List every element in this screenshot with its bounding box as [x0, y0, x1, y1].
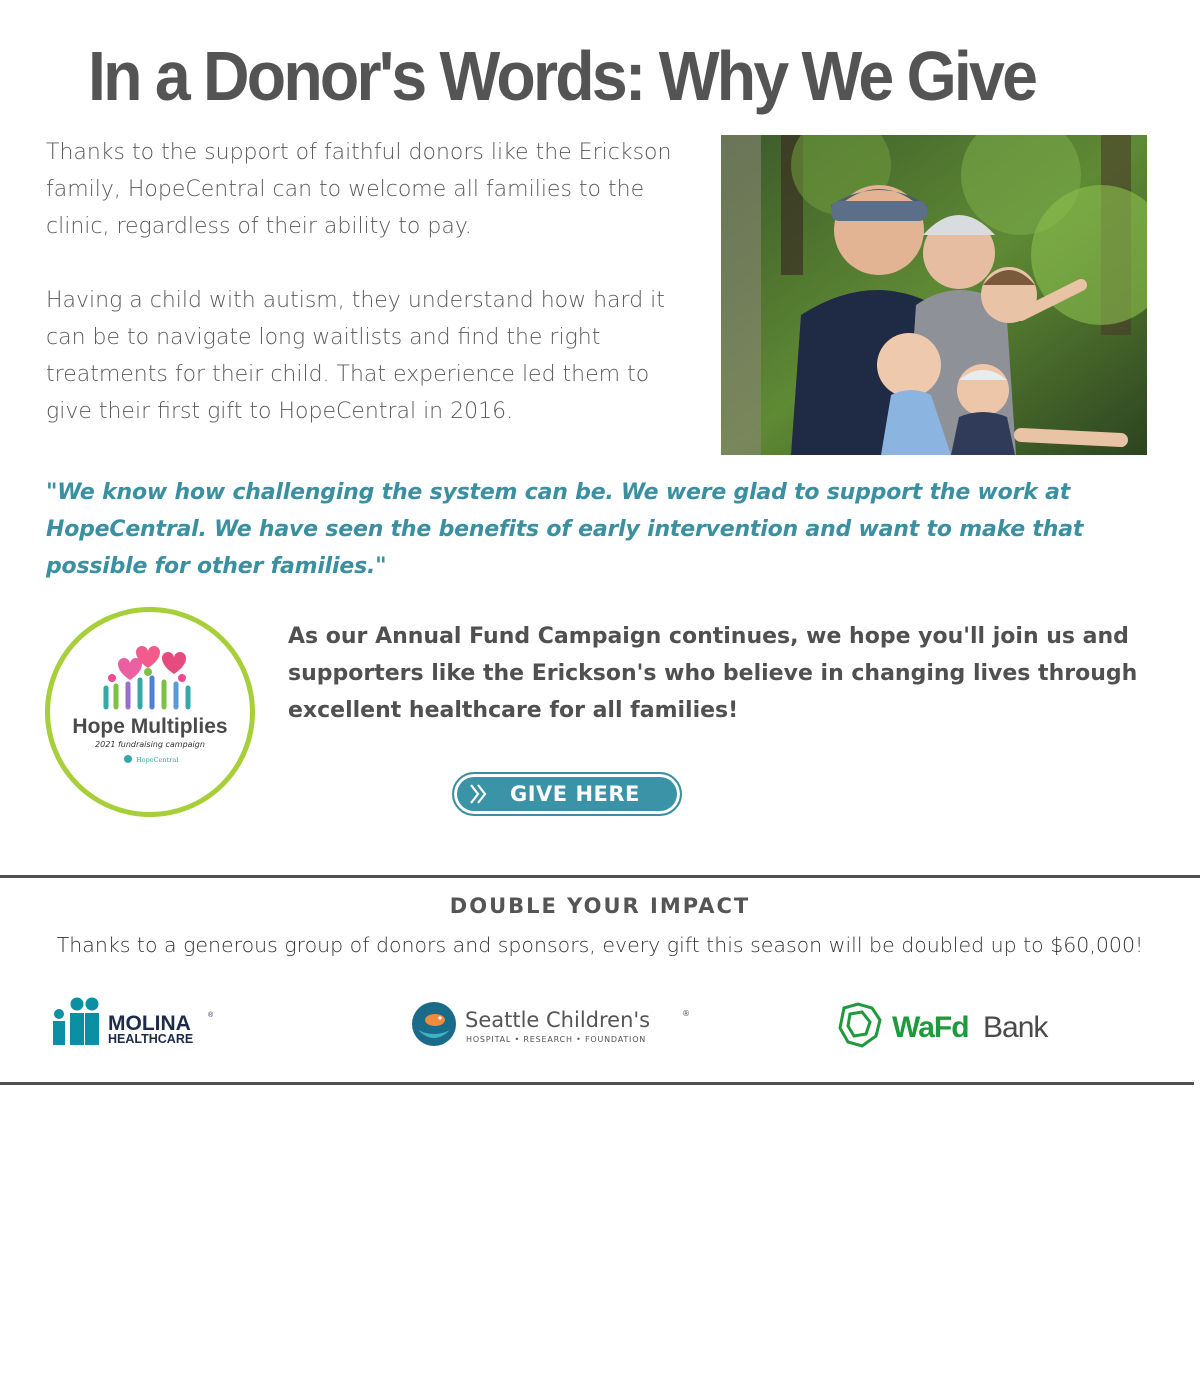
- hopecentral-mark-icon: [124, 755, 132, 763]
- molina-healthcare: HEALTHCARE: [108, 1032, 194, 1046]
- wafd-bank-word: Bank: [983, 1011, 1048, 1044]
- family-photo: [721, 135, 1147, 455]
- seattle-childrens-name: Seattle Children's: [465, 1008, 651, 1032]
- page-title: In a Donor's Words: Why We Give: [88, 37, 1036, 115]
- family-photo-illustration: [721, 135, 1147, 455]
- molina-people-icon: [50, 996, 220, 1048]
- campaign-text: As our Annual Fund Campaign continues, we hope you'll join us and supporters like the Erickson's who believe in changing lives through excellent healthcare for all families!: [288, 624, 1138, 723]
- divider-bottom: [0, 1082, 1194, 1085]
- donor-quote: "We know how challenging the system can be. We were glad to support the work at HopeCentral. We have seen the benefits of early intervention and want to make that possible for other families.": [46, 480, 1084, 579]
- impact-text: Thanks to a generous group of donors and sponsors, every gift this season will be doubled up to $60,000!: [56, 933, 1144, 957]
- give-here-button[interactable]: [452, 772, 682, 816]
- wafd-name: WaFd: [892, 1011, 969, 1044]
- intro-paragraph-1: Thanks to the support of faithful donors like the Erickson family, HopeCentral can to welcome all families to the clinic, regardless of their ability to pay.: [46, 140, 672, 239]
- divider-top: [0, 875, 1200, 878]
- give-here-label: GIVE HERE: [510, 782, 640, 806]
- hope-multiplies-logo: [50, 612, 250, 812]
- seattle-childrens-tagline: HOSPITAL • RESEARCH • FOUNDATION: [466, 1035, 647, 1044]
- badge-org: HopeCentral: [136, 756, 179, 764]
- badge-title: Hope Multiplies: [72, 715, 228, 738]
- molina-registered: ®: [208, 1012, 214, 1019]
- intro-paragraph-2: Having a child with autism, they understand how hard it can be to navigate long waitlists and find the right treatments for their child. That experience led them to give their first gift to HopeCentral in 2016.: [46, 288, 665, 424]
- wafd-bank-logo: [836, 1000, 1066, 1052]
- seattle-childrens-whale-icon: [410, 1000, 700, 1048]
- wafd-emblem-icon: [836, 1000, 1066, 1052]
- molina-healthcare-logo: [50, 996, 220, 1048]
- hearts-icon: [108, 646, 186, 682]
- people-icon: [106, 678, 188, 707]
- seattle-childrens-registered: ®: [682, 1009, 690, 1018]
- hope-multiplies-badge: [45, 607, 255, 817]
- seattle-childrens-logo: [410, 1000, 700, 1048]
- molina-name: MOLINA: [108, 1012, 191, 1035]
- impact-heading: DOUBLE YOUR IMPACT: [449, 894, 751, 918]
- double-chevron-right-icon: [468, 782, 490, 806]
- intro-text: [46, 134, 686, 430]
- badge-subtitle: 2021 fundraising campaign: [95, 740, 205, 749]
